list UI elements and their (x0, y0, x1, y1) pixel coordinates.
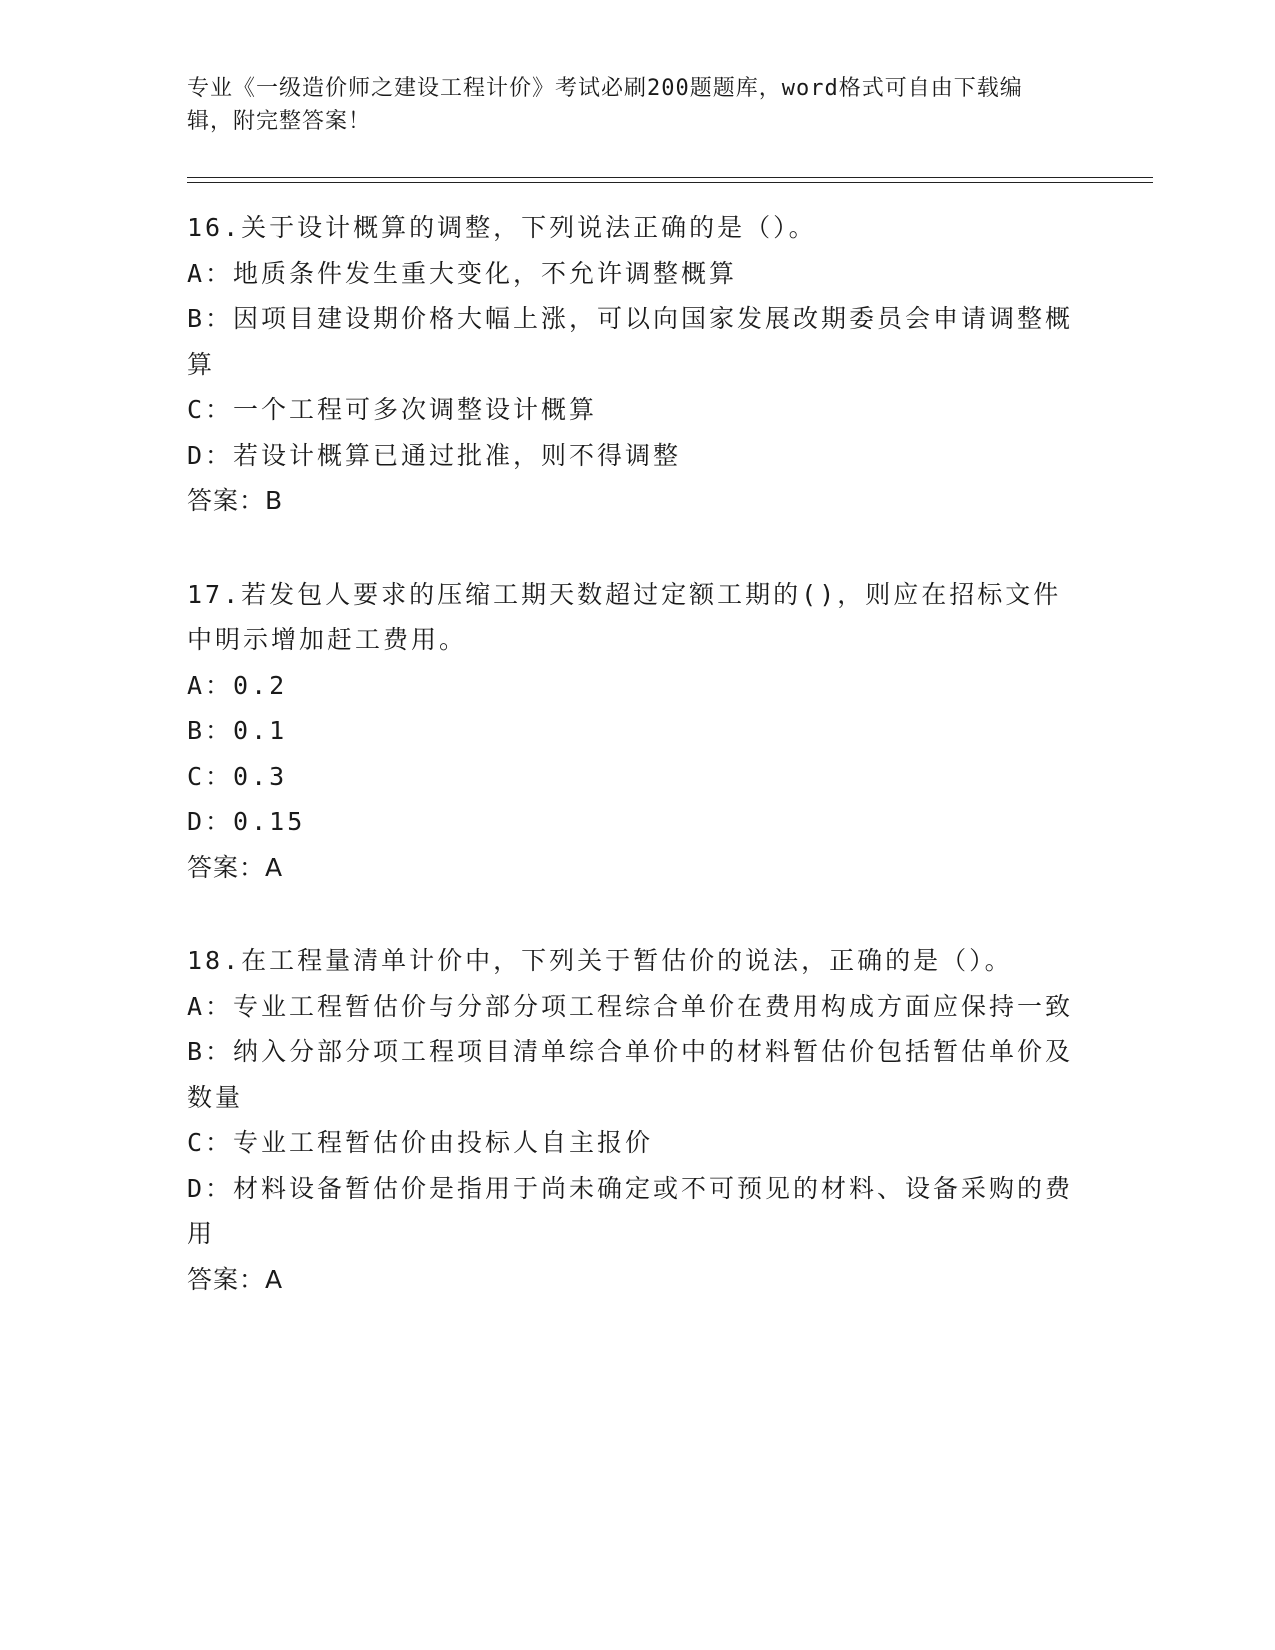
question-stem: 16.关于设计概算的调整，下列说法正确的是（）。 (187, 213, 817, 242)
option-d: D：0.15 (187, 807, 306, 836)
answer-label: 答案：B (187, 486, 284, 515)
option-b: B：纳入分部分项工程项目清单综合单价中的材料暂估价包括暂估单价及数量 (187, 1037, 1074, 1112)
question-16 (187, 205, 1087, 524)
question-stem: 18.在工程量清单计价中，下列关于暂估价的说法，正确的是（）。 (187, 946, 1013, 975)
option-b: B：因项目建设期价格大幅上涨，可以向国家发展改期委员会申请调整概算 (187, 304, 1074, 379)
option-a: A：0.2 (187, 670, 288, 700)
document-header: 专业《一级造价师之建设工程计价》考试必刷200题题库，word格式可自由下载编辑，附完整答案！ (187, 76, 1023, 134)
answer-label: 答案：A (187, 852, 284, 882)
option-d: D：若设计概算已通过批准，则不得调整 (187, 440, 682, 470)
option-a: A：地质条件发生重大变化，不允许调整概算 (187, 258, 738, 288)
question-stem: 17.若发包人要求的压缩工期天数超过定额工期的()，则应在招标文件中明示增加赶工费用。 (187, 579, 1062, 654)
option-c: C：专业工程暂估价由投标人自主报价 (187, 1128, 654, 1157)
header-divider (187, 177, 1153, 183)
option-b: B：0.1 (187, 716, 288, 745)
answer-label: 答案：A (187, 1264, 284, 1294)
question-17 (187, 572, 1087, 891)
option-d: D：材料设备暂估价是指用于尚未确定或不可预见的材料、设备采购的费用 (187, 1173, 1074, 1248)
question-list (187, 205, 1087, 1350)
option-c: C：一个工程可多次调整设计概算 (187, 395, 598, 424)
question-18 (187, 938, 1087, 1302)
option-a: A：专业工程暂估价与分部分项工程综合单价在费用构成方面应保持一致 (187, 991, 1074, 1021)
option-c: C：0.3 (187, 761, 288, 791)
